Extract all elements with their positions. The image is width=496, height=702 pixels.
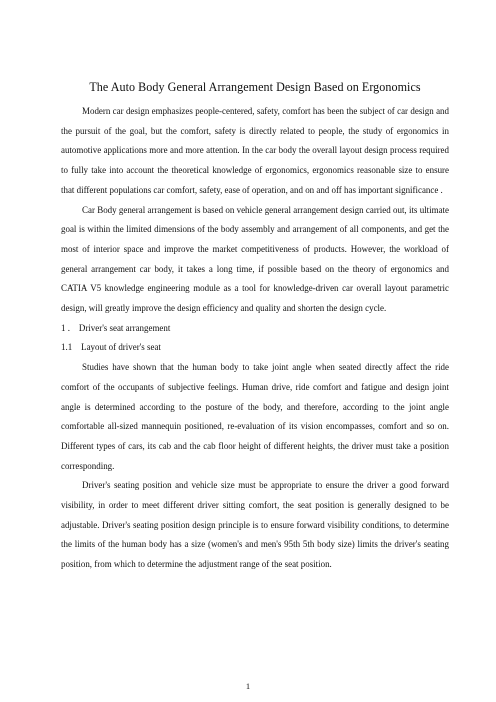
document-title: The Auto Body General Arrangement Design Based on Ergonomics bbox=[89, 80, 421, 94]
paragraph-seating-position: Driver's seating position and vehicle size must be appropriate to ensure the driver a good forward visibility, in order to meet different driver sitting comfort, the seat position is generally designed to be adjustable. Driver's seating position design principle is to ensure forward visibility conditions, to determine the limits of the human body has a size (women's and men's 95th 5th body size) limits the driver's seating position, from which to determine the adjustment range of the seat position. bbox=[61, 480, 449, 570]
paragraph-introduction: Modern car design emphasizes people-centered, safety, comfort has been the subject of car design and the pursuit of the goal, but the comfort, safety is directly related to people, the study of ergonomics in automotive applications more and more attention. In the car body the overall layout design process required to fully take into account the theoretical knowledge of ergonomics, ergonomics reasonable size to ensure that different populations car comfort, safety, ease of operation, and on and off has important significance . bbox=[61, 106, 449, 195]
paragraph-body-arrangement: Car Body general arrangement is based on vehicle general arrangement design carried out, its ultimate goal is within the limited dimensions of the body assembly and arrangement of all components, and get the most of interior space and improve the market competitiveness of products. However, the workload of general arrangement car body, it takes a long time, if possible based on the theory of ergonomics and CATIA V5 knowledge engineering module as a tool for knowledge-driven car overall layout parametric design, will greatly improve the design efficiency and quality and shorten the design cycle. bbox=[61, 204, 449, 314]
paragraph-joint-angle: Studies have shown that the human body to take joint angle when seated directly affect the ride comfort of the occupants of subjective feelings. Human drive, ride comfort and fatigue and design joint angle is determined according to the posture of the body, and therefore, according to the joint angle comfortable all-sized mannequin positioned, re-evaluation of its vision encompasses, comfort and so on. Different types of cars, its cab and the cab floor height of different heights, the driver must take a position corresponding. bbox=[61, 362, 449, 471]
section-heading-driver-seat-arrangement: 1 . Driver's seat arrangement bbox=[61, 322, 171, 333]
page-number: 1 bbox=[245, 681, 251, 691]
page-content bbox=[61, 79, 449, 575]
subsection-heading-layout-of-driver-seat: 1.1 Layout of driver's seat bbox=[61, 342, 161, 353]
